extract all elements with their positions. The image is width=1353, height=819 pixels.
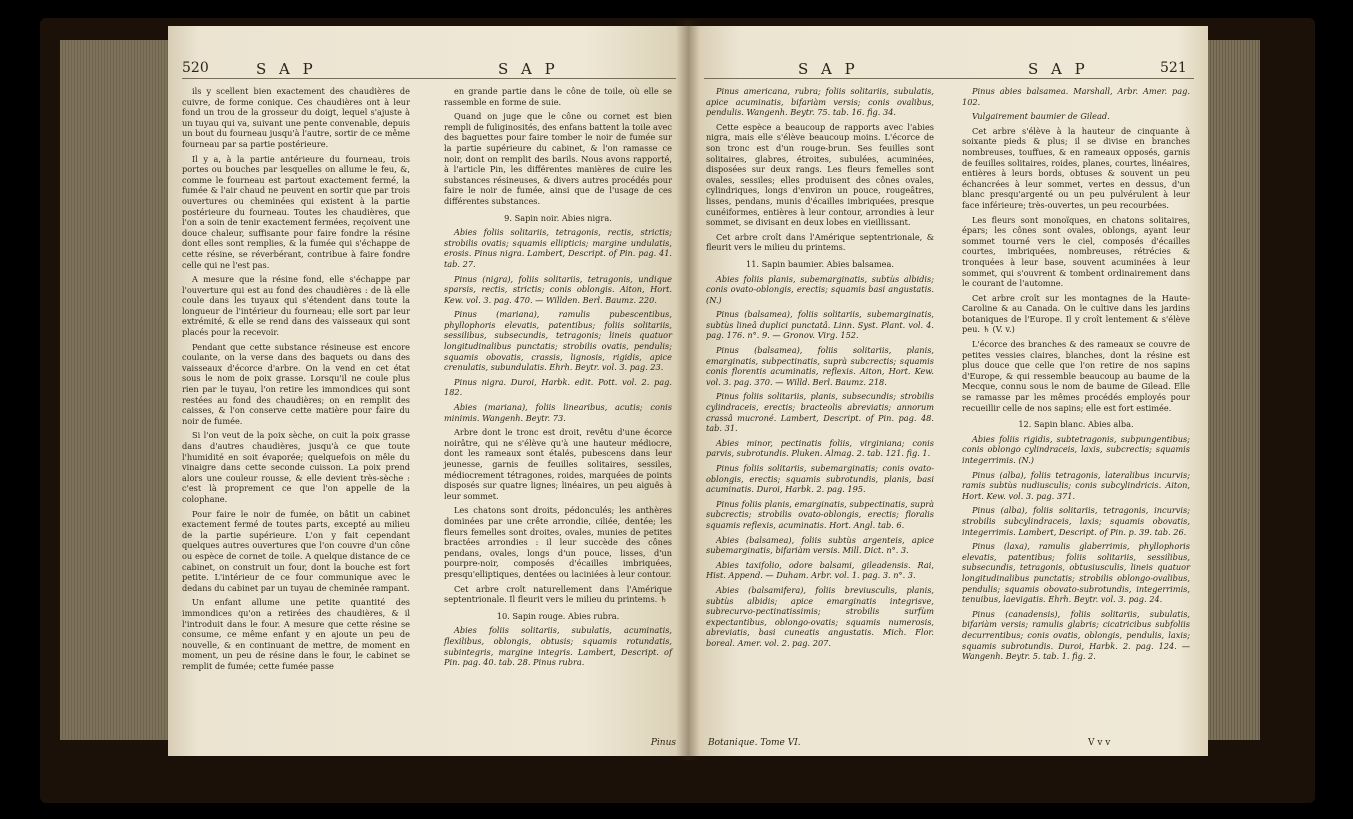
latin-description: Pinus (nigra), foliis solitariis, tetragonis, undique sparsis, rectis, strictis; conis oblongis. Aiton, Hort. Kew. vol. 3. pag. 470. — Willden. Berl. Baumz. 220. bbox=[444, 273, 672, 305]
latin-description: Abies foliis solitariis, subulatis, acuminatis, flexilibus, oblongis, obtusis; squamis rotundatis, subintegris, margine integris. Lambert, Descript. of Pin. pag. 40. tab. 28. Pinus rubra. bbox=[444, 625, 672, 668]
latin-description: Pinus (alba), foliis solitariis, tetragonis, incurvis; strobilis subcylindraceis, laxis; squamis obovatis, integerrimis. Lambert, Descript. of Pin. p. 39. tab. 26. bbox=[962, 505, 1190, 537]
page-number: 521 bbox=[1160, 60, 1187, 76]
text-column-1 bbox=[182, 86, 410, 675]
latin-description: Pinus (canadensis), foliis solitariis, subulatis, bifariàm versis; ramulis glabris; cicatricibus subfoliis decurrentibus; conis ovatis, oblongis, pendulis, laxis; squamis subrotundis. Duroi, Harbk. 2. pag. 124. — Wangenh. Beytr. 5. tab. 1. fig. 2. bbox=[962, 608, 1190, 662]
latin-description: Abies minor, pectinatis foliis, virginiana; conis parvis, subrotundis. Pluken. Almag. 2. tab. 121. fig. 1. bbox=[706, 437, 934, 459]
species-heading: 12. Sapin blanc. Abies alba. bbox=[1018, 419, 1134, 430]
species-heading: 9. Sapin noir. Abies nigra. bbox=[504, 212, 612, 223]
latin-description: Pinus (alba), foliis tetragonis, lateralibus incurvis; ramis subtùs nudiusculis; conis subcylindricis. Aiton, Hort. Kew. vol. 3. pag. 371. bbox=[962, 469, 1190, 501]
latin-description: Abies (mariana), foliis linearibus, acutis; conis minimis. Wangenh. Beytr. 73. bbox=[444, 402, 672, 423]
latin-description: Abies (balsamea), foliis subtùs argenteis, apice subemarginatis, bifariàm versis. Mill. Dict. n°. 3. bbox=[706, 534, 934, 556]
latin-description: Pinus foliis solitariis, planis, subsecundis; strobilis cylindraceis, erectis; bracteolis abreviatis; annorum crassâ mucroné. Lambert, Descript. of Pin. pag. 48. tab. 31. bbox=[706, 391, 934, 434]
latin-description: Abies foliis rigidis, subtetragonis, subpungentibus; conis oblongo cylindraceis, laxis, subcrectis; squamis integerrimis. (N.) bbox=[962, 433, 1190, 465]
signature-mark: V v v bbox=[1088, 738, 1111, 748]
paragraph: Les fleurs sont monoïques, en chatons solitaires, épars; les cônes sont ovales, oblongs, ayant leur sommet tourné vers le ciel, composés d'écailles courtes, imbriquées, nombreuses, rétrécies & tronquées à leur base, souvent acuminées à leur sommet, qui s'ouvrent & tombent ordinairement dans le courant de l'automne. bbox=[962, 214, 1190, 289]
paragraph: Si l'on veut de la poix sèche, on cuit la poix grasse dans d'autres chaudières, jusqu'à ce que toute l'humidité en soit évaporée; quelquefois on mêle du vinaigre dans cette seconde cuisson. La poix prend alors une couleur rousse, & elle devient très-sèche : c'est là proprement ce que l'on appelle de la colophane. bbox=[182, 430, 410, 504]
latin-description: Pinus (balsamea), foliis solitariis, planis, emarginatis, subpectinatis, suprà subcrectis; squamis conis florentis acuminatis, reflexis. Aiton, Hort. Kew. vol. 3. pag. 370. — Willd. Berl. Baumz. 218. bbox=[706, 345, 934, 387]
paragraph: L'écorce des branches & des rameaux se couvre de petites vessies claires, blanches, dont la résine est plus douce que celle que l'on retire de nos sapins d'Europe, & qui ressemble beaucoup au baume de la Mecque, connu sous le nom de baume de Gilead. Elle se ramasse par les mêmes procédés employés pour recueillir celle de nos sapins; elle est fort estimée. bbox=[962, 339, 1190, 413]
running-header: S A P bbox=[798, 60, 859, 78]
paragraph: Cette espèce a beaucoup de rapports avec l'abies nigra, mais elle s'élève beaucoup moins. L'écorce de son tronc est d'un rouge-brun. Ses feuilles sont solitaires, glabres, étroites, subulées, acuminées, disposées sur deux rangs. Les fleurs femelles sont ovales, sessiles; elles produisent des cônes ovales, cylindriques, longs d'environ un pouce, rougeâtres, lisses, pendans, munis d'écailles imbriquées, presque cunéiformes, entières à leur contour, arrondies à leur sommet, se divisant en deux lobes en vieillissant. bbox=[706, 121, 934, 228]
paragraph: Les chatons sont droits, pédonculés; les anthères dominées par une crête arrondie, ciliée, dentée; les fleurs femelles sont droites, ovales, munies de petites bractées arrondies : il leur succède des cônes pendans, ovales, longs d'un pouce, lisses, d'un pourpre-noir, composés d'écailles imbriquées, presqu'elliptiques, dentées ou laciniées à leur contour. bbox=[444, 505, 672, 579]
header-rule bbox=[704, 78, 1194, 79]
signature-line: Botanique. Tome VI. bbox=[708, 738, 801, 748]
paragraph: Arbre dont le tronc est droit, revêtu d'une écorce noirâtre, qui ne s'élève qu'à une hauteur médiocre, dont les rameaux sont étalés, pubescens dans leur jeunesse, garnis de feuilles solitaires, sessiles, médiocrement tétragones, roides, marquées de points disposés sur quatre lignes; linéaires, un peu aiguës à leur sommet. bbox=[444, 427, 672, 501]
text-column-2 bbox=[444, 86, 672, 672]
paragraph: Quand on juge que le cône ou cornet est bien rempli de fuliginosités, des enfans battent la toile avec des baguettes pour faire tomber le noir de fumée sur la partie supérieure du cabinet, & l'on ramasse ce noir, dont on remplit des barils. Nous avons rapporté, à l'article Pin, les différentes manières de cuire les substances résineuses, & divers autres procédés pour faire le noir de fumée, ainsi que de l'usage de ces différentes substances. bbox=[444, 111, 672, 206]
latin-description: Abies foliis solitariis, tetragonis, rectis, strictis; strobilis ovatis; squamis ellipticis; margine undulatis, erosis. Pinus nigra. Lambert, Descript. of Pin. pag. 41. tab. 27. bbox=[444, 227, 672, 269]
header-rule bbox=[182, 78, 676, 79]
latin-description: Pinus (laxa), ramulis glaberrimis, phyllophoris elevatis, patentibus; foliis solitariis, sessilibus, subsecundis, tetragonis, obtusiusculis, lineis quatuor longitudinalibus punctatis; strobilis oblongo-ovalibus, pendulis; squamis obovato-subrotundis, integerrimis, tenuibus, laevigatis. Ehrh. Beytr. vol. 3. pag. 24. bbox=[962, 541, 1190, 605]
species-heading: 10. Sapin rouge. Abies rubra. bbox=[496, 610, 620, 621]
latin-description: Pinus (balsamea), foliis solitariis, subemarginatis, subtùs lineâ duplici punctatâ. Linn. Syst. Plant. vol. 4. pag. 176. n°. 9. — Gronov. Virg. 152. bbox=[706, 309, 934, 341]
running-header: S A P bbox=[498, 60, 559, 78]
latin-description: Abies taxifolio, odore balsami, gileadensis. Rai, Hist. Append. — Duham. Arbr. vol. 1. pag. 3. n°. 3. bbox=[706, 559, 934, 581]
latin-description: Pinus (mariana), ramulis pubescentibus, phyllophoris elevatis, patentibus; foliis solitariis, sessilibus, subsecundis, tetragonis; lineis quatuor longitudinalibus punctatis; strobilis ovatis, pendulis; squamis obovatis, crassis, lignosis, rigidis, apice crenulatis, subundulatis. Ehrh. Beytr. vol. 3. pag. 23. bbox=[444, 309, 672, 373]
paragraph: Cet arbre croît naturellement dans l'Amérique septentrionale. Il fleurit vers le milieu du printems. ♄ bbox=[444, 583, 672, 605]
paragraph: Il y a, à la partie antérieure du fourneau, trois portes ou bouches par lesquelles on allume le feu, &, comme le fourneau est partout exactement fermé, la fumée & l'air chaud ne peuvent en sortir que par trois ouvertures ou cheminées qui existent à la partie postérieure du fourneau. Toutes les chaudières, que l'on a soin de tenir exactement fermées, reçoivent une douce chaleur, suffisante pour faire fondre la résine dont elles sont remplies, & la fumée qui s'échappe de cette résine, se réverbérant, contribue à faire fondre celle qui ne l'est pas. bbox=[182, 153, 410, 270]
latin-description: Pinus foliis solitariis, subemarginatis; conis ovato-oblongis, erectis; squamis subrotundis, planis, basi acuminatis. Duroi, Harbk. 2. pag. 195. bbox=[706, 463, 934, 495]
latin-description: Pinus nigra. Duroi, Harbk. edit. Pott. vol. 2. pag. 182. bbox=[444, 376, 672, 398]
running-header: S A P bbox=[1028, 60, 1089, 78]
paragraph: Cet arbre croît dans l'Amérique septentrionale, & fleurit vers le milieu du printems. bbox=[706, 231, 934, 253]
paragraph: Pour faire le noir de fumée, on bâtit un cabinet exactement fermé de toutes parts, excepté au milieu de la partie supérieure. L'on y fait cependant quelques autres ouvertures que l'on couvre d'un cône ou espèce de cornet de toile. A quelque distance de ce cabinet, on construit un four, dont la bouche est fort petite. L'intérieur de ce four communique avec le dedans du cabinet par un tuyau de cheminée rampant. bbox=[182, 508, 410, 593]
page-number: 520 bbox=[182, 60, 209, 76]
paragraph: ils y scellent bien exactement des chaudières de cuivre, de forme conique. Ces chaudières ont à leur fond un trou de la grosseur du doigt, lequel s'ajuste à un tuyau qui va, suivant une pente convenable, depuis un bout du fourneau jusqu'à l'autre, sortir de ce même fourneau par sa partie postérieure. bbox=[182, 86, 410, 149]
paragraph: Un enfant allume une petite quantité des immondices qu'on a retirées des chaudières, & il l'introduit dans le four. A mesure que cette résine se consume, ce même enfant y en ajoute un peu de nouvelle, & en continuant de mettre, de moment en moment, un peu de résine dans le four, le cabinet se remplit de fumée; cette fumée passe bbox=[182, 597, 410, 671]
right-page bbox=[688, 26, 1208, 756]
paragraph: A mesure que la résine fond, elle s'échappe par l'ouverture qui est au fond des chaudières : de là elle coule dans les tuyaux qui s'étendent dans toute la longueur de l'intérieur du fourneau; elle sort par leur extrémité, & elle se rend dans des vaisseaux qui sont placés pour la recevoir. bbox=[182, 274, 410, 338]
text-column-1 bbox=[706, 86, 934, 653]
latin-description: Pinus foliis planis, emarginatis, subpectinatis, suprà subcrectis; strobilis ovato-oblongis, erectis; floralis squamis reflexis, acuminatis. Hort. Angl. tab. 6. bbox=[706, 498, 934, 530]
latin-description: Pinus abies balsamea. Marshall, Arbr. Amer. pag. 102. bbox=[962, 86, 1190, 107]
latin-description: Abies (balsamifera), foliis breviusculis, planis, subtùs albidis; apice emarginatis integrisve, subrecurvo-pectinatissimis; strobilis surfùm expectantibus, oblongo-ovatis; squamis numerosis, abreviatis, basi cuneatis angustatis. Mich. Flor. boreal. Amer. vol. 2. pag. 207. bbox=[706, 584, 934, 648]
catchword: Pinus bbox=[650, 738, 676, 748]
species-heading: 11. Sapin baumier. Abies balsamea. bbox=[745, 258, 895, 269]
latin-description: Abies foliis planis, subemarginatis, subtùs albidis; conis ovato-oblongis, erectis; squamis basi angustatis. (N.) bbox=[706, 273, 934, 305]
latin-description: Pinus americana, rubra; foliis solitariis, subulatis, apice acuminatis, bifariàm versis; conis ovalibus, pendulis. Wangenh. Beytr. 75. tab. 16. fig. 34. bbox=[706, 86, 934, 118]
paragraph: en grande partie dans le cône de toile, où elle se rassemble en forme de suie. bbox=[444, 86, 672, 107]
page-edges-left bbox=[60, 40, 170, 740]
paragraph: Cet arbre croît sur les montagnes de la Haute-Caroline & au Canada. On le cultive dans les jardins botaniques de l'Europe. Il y croît lentement & s'élève peu. ♄ (V. v.) bbox=[962, 292, 1190, 335]
vernacular-name: Vulgairement baumier de Gilead. bbox=[972, 111, 1110, 122]
paragraph: Cet arbre s'élève à la hauteur de cinquante à soixante pieds & plus; il se divise en branches nombreuses, touffues, & en rameaux opposés, garnis de feuilles solitaires, roides, planes, courtes, linéaires, entières à leurs bords, obtuses & souvent un peu échancrées à leur sommet, vertes en dessus, d'un blanc presqu'argenté ou un peu pulvérulent à leur face inférieure; très-ouvertes, un peu recourbées. bbox=[962, 125, 1190, 210]
paragraph: Pendant que cette substance résineuse est encore coulante, on la verse dans des baquets ou dans des vaisseaux d'écorce d'arbre. On la vend en cet état sous le nom de poix grasse. Lorsqu'il ne coule plus rien par le tuyau, l'on retire les immondices qui sont restées au fond des chaudières; on en remplit des caisses, & l'on conserve cette matière pour faire du noir de fumée. bbox=[182, 341, 410, 426]
book-gutter bbox=[676, 20, 700, 760]
running-header: S A P bbox=[256, 60, 317, 78]
text-column-2 bbox=[962, 86, 1190, 666]
left-page bbox=[168, 26, 688, 756]
page-edges-right bbox=[1208, 40, 1260, 740]
